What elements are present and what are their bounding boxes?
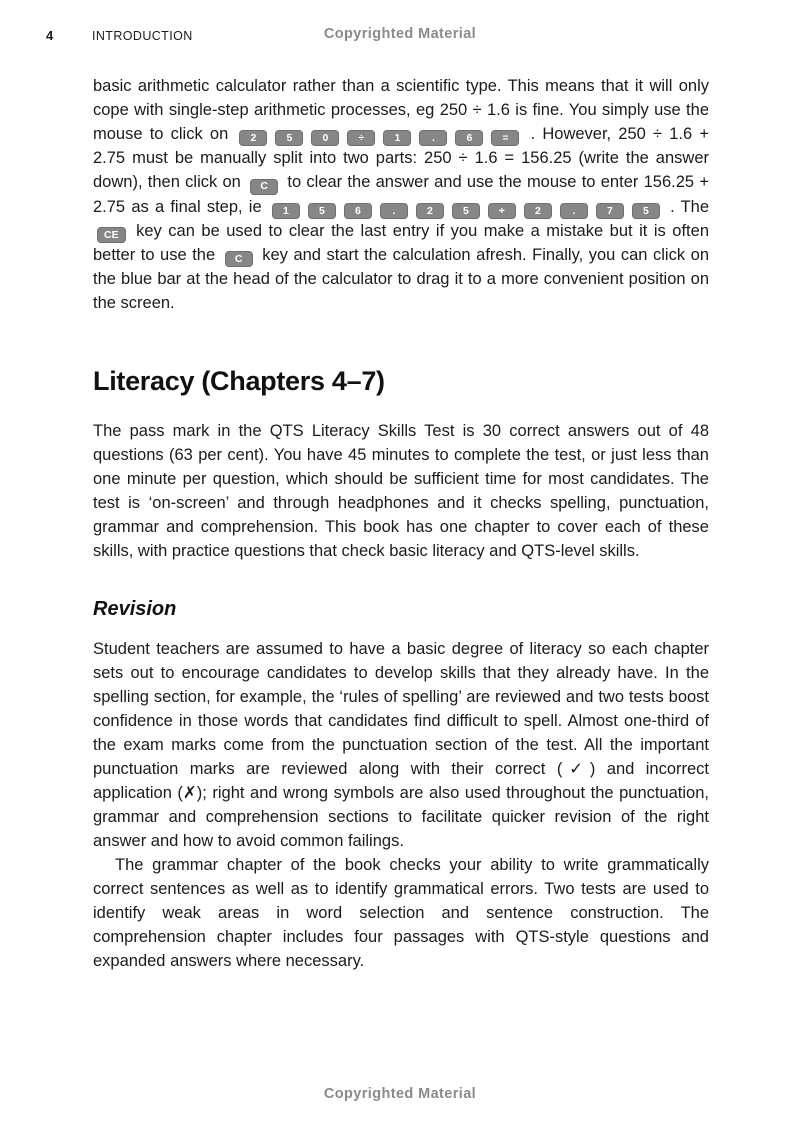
calc-key-7: 7 [596, 203, 624, 219]
calc-key-5: 5 [275, 130, 303, 146]
calc-key-2: 2 [416, 203, 444, 219]
calc-key-CE: CE [97, 227, 126, 243]
revision-subheading: Revision [93, 598, 177, 621]
calc-key-1: 1 [383, 130, 411, 146]
calc-key-.: . [419, 130, 447, 146]
calc-key-.: . [380, 203, 408, 219]
calc-key-=: = [491, 130, 519, 146]
page-number: 4 [46, 28, 54, 43]
calc-key-6: 6 [344, 203, 372, 219]
intro-calculator-paragraph: basic arithmetic calculator rather than a scientific type. This means that it will only cope with single-step arithmetic processes, eg 250 ÷ 1.6 is fine. You simply use the mouse to click on 2 5 0 ÷ 1 . 6 = . However, 250 ÷ 1.6 + 2.75 must be manually split into two parts: 250 ÷ 1.6 = 156.25 (write the answer down), then click on C to clear the answer and use the mouse to enter 156.25 + 2.75 as a final step, ie 1 5 6 . 2 5 + 2 . 7 5 . The CE key can be used to clear the last entry if you make a mistake but it is often better to use the C key and start the calculation afresh. Finally, you can click on the blue bar at the head of the calculator to drag it to a more convenient position on the screen. [93, 77, 709, 313]
revision-paragraph-1: Student teachers are assumed to have a basic degree of literacy so each chapter sets out to encourage candidates to develop skills that they already have. In the spelling section, for example, the ‘rules of spelling’ are reviewed and two tests boost confidence in those words that candidates find difficult to spell. Almost one-third of the exam marks come from the punctuation section of the test. All the important punctuation marks are reviewed along with their correct (✓) and incorrect application (✗); right and wrong symbols are also used throughout the punctuation, grammar and comprehension sections to facilitate quicker revision of the right answer and how to avoid common failings. [93, 640, 709, 851]
calc-key-C: C [225, 251, 253, 267]
copyright-watermark-bottom: Copyrighted Material [323, 1086, 477, 1102]
running-head: INTRODUCTION [92, 29, 193, 43]
revision-paragraph-2: The grammar chapter of the book checks your ability to write grammatically correct sentences as well as to identify grammatical errors. Two tests are used to identify weak areas in word selection and sentence construction. The comprehension chapter includes four passages with QTS-style questions and expanded answers where necessary. [93, 856, 709, 971]
calc-key-5: 5 [308, 203, 336, 219]
page-content [93, 74, 709, 973]
calc-key-C: C [250, 179, 278, 195]
calc-key-1: 1 [272, 203, 300, 219]
literacy-section-heading: Literacy (Chapters 4–7) [93, 366, 385, 397]
calc-key-5: 5 [452, 203, 480, 219]
calc-key-2: 2 [239, 130, 267, 146]
copyright-watermark-top: Copyrighted Material [323, 26, 477, 42]
calc-key-÷: ÷ [347, 130, 375, 146]
calc-key-+: + [488, 203, 516, 219]
calc-key-5: 5 [632, 203, 660, 219]
calc-key-6: 6 [455, 130, 483, 146]
literacy-paragraph: The pass mark in the QTS Literacy Skills Test is 30 correct answers out of 48 questions (63 per cent). You have 45 minutes to complete the test, or just less than one minute per question, which should be sufficient time for most candidates. The test is ‘on-screen’ and through headphones and it checks spelling, punctuation, grammar and comprehension. This book has one chapter to cover each of these skills, with practice questions that check basic literacy and QTS-level skills. [93, 422, 709, 561]
calc-key-0: 0 [311, 130, 339, 146]
calc-key-2: 2 [524, 203, 552, 219]
calc-key-.: . [560, 203, 588, 219]
